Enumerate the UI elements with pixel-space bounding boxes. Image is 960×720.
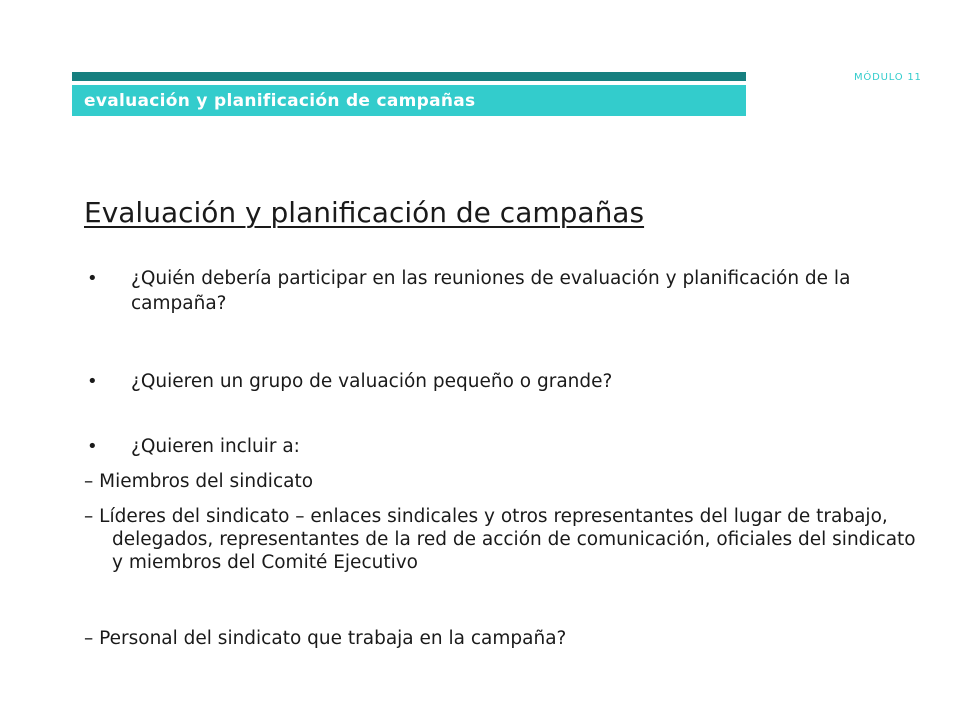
bullet-text: ¿Quién debería participar en las reuniones de evaluación y planificación de la campaña? — [131, 268, 851, 314]
bullet-text: ¿Quieren incluir a: — [131, 436, 300, 457]
bullet-text: ¿Quieren un grupo de valuación pequeño o grande? — [131, 371, 613, 392]
sub-item-text: – Miembros del sindicato — [84, 471, 314, 492]
sub-item-text: – Líderes del sindicato – enlaces sindicales y otros representantes del lugar de trabajo, delegados, representantes de la red de acción de comunicación, oficiales del sindicato y miembros del Comité Ejecutivo — [84, 506, 916, 573]
header-banner-text: evaluación y planificación de campañas — [84, 91, 476, 111]
module-label: MÓDULO 11 — [854, 72, 922, 83]
slide-title: Evaluación y planificación de campañas — [84, 196, 645, 229]
bullet-item — [87, 434, 891, 459]
sub-item — [84, 627, 920, 650]
sub-item — [84, 505, 920, 574]
bullet-dot-icon: • — [87, 436, 98, 457]
bullet-item — [87, 266, 891, 316]
bullet-dot-icon: • — [87, 268, 98, 289]
bullet-item — [87, 369, 891, 394]
bullet-dot-icon: • — [87, 371, 98, 392]
sub-item — [84, 470, 920, 493]
sub-item-text: – Personal del sindicato que trabaja en la campaña? — [84, 628, 567, 649]
